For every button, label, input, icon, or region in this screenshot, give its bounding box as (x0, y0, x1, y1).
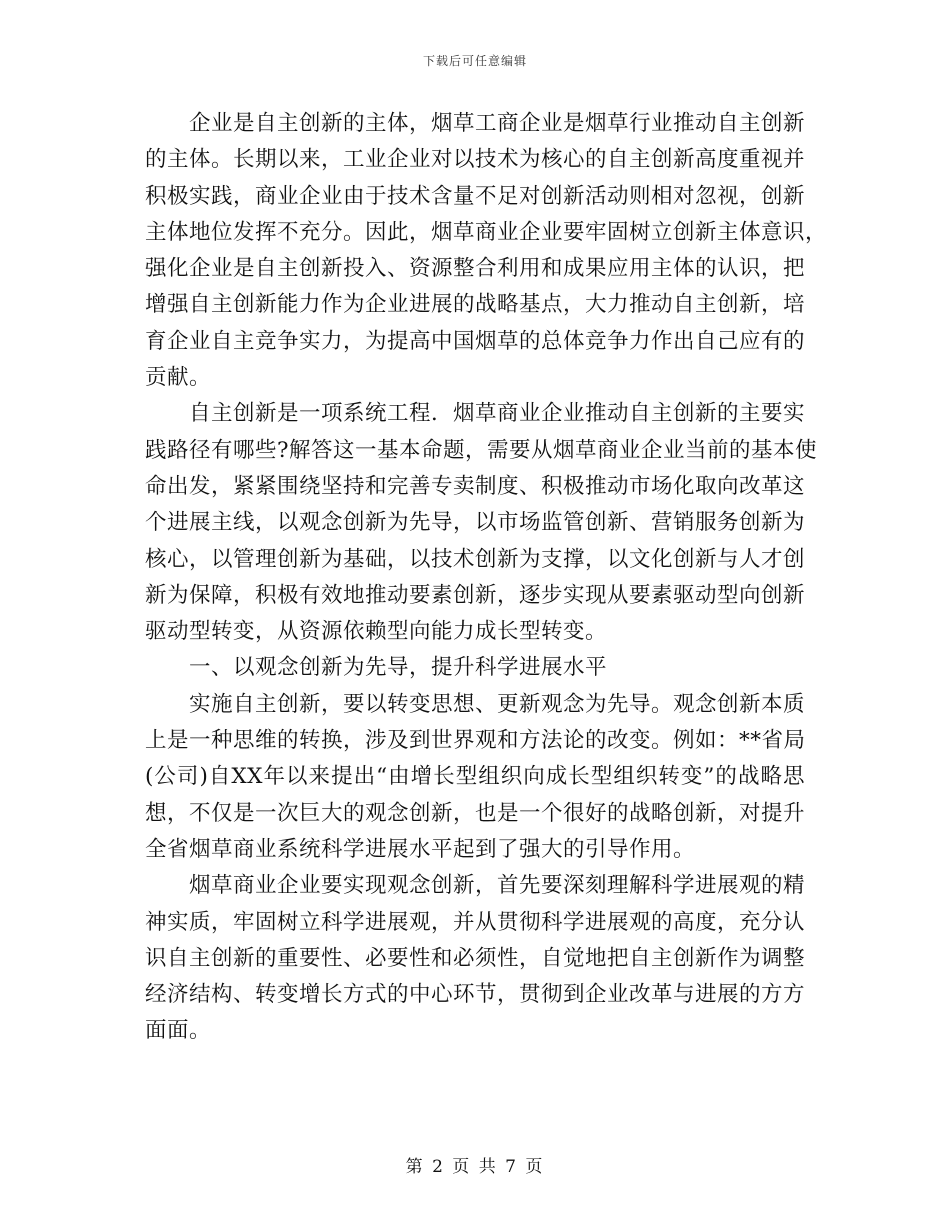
text-line: 强化企业是自主创新投入、资源整合利用和成果应用主体的认识，把 (145, 256, 806, 282)
text-line: 驱动型转变，从资源依赖型向能力成长型转变。 (145, 619, 608, 645)
text-line: 烟草商业企业要实现观念创新，首先要深刻理解科学进展观的精 (189, 873, 806, 899)
text-line: 上是一种思维的转换，涉及到世界观和方法论的改变。例如：**省局 (145, 728, 806, 754)
text-line: 实施自主创新，要以转变思想、更新观念为先导。观念创新本质 (189, 691, 806, 717)
text-line: 全省烟草商业系统科学进展水平起到了强大的引导作用。 (145, 836, 696, 862)
text-line: 命出发，紧紧围绕坚持和完善专卖制度、积极推动市场化取向改革这 (145, 473, 806, 499)
text-line: 增强自主创新能力作为企业进展的战略基点，大力推动自主创新，培 (145, 292, 806, 318)
text-line: 识自主创新的重要性、必要性和必须性，自觉地把自主创新作为调整 (145, 945, 806, 971)
text-line: 核心，以管理创新为基础，以技术创新为支撑，以文化创新与人才创 (145, 546, 806, 572)
text-line: 主体地位发挥不充分。因此，烟草商业企业要牢固树立创新主体意识， (145, 219, 828, 245)
text-line: 一、以观念创新为先导，提升科学进展水平 (189, 655, 608, 681)
text-line: 育企业自主竞争实力，为提高中国烟草的总体竞争力作出自己应有的 (145, 328, 806, 354)
text-line: 神实质，牢固树立科学进展观，并从贯彻科学进展观的高度，充分认 (145, 909, 806, 935)
text-line: 想，不仅是一次巨大的观念创新，也是一个很好的战略创新，对提升 (145, 800, 806, 826)
text-line: 企业是自主创新的主体，烟草工商企业是烟草行业推动自主创新 (189, 111, 806, 136)
text-line: 面面。 (145, 1018, 212, 1044)
text-line: (公司)自XX年以来提出“由增长型组织向成长型组织转变”的战略思 (145, 764, 805, 790)
page-header: 下载后可任意编辑 (422, 54, 527, 68)
text-line: 经济结构、转变增长方式的中心环节，贯彻到企业改革与进展的方方 (145, 982, 806, 1008)
text-line: 贡献。 (145, 365, 212, 391)
page-footer: 第 2 页 共 7 页 (405, 1157, 545, 1177)
text-line: 自主创新是一项系统工程．烟草商业企业推动自主创新的主要实 (189, 401, 806, 427)
text-line: 新为保障，积极有效地推动要素创新，逐步实现从要素驱动型向创新 (145, 582, 806, 608)
text-line: 个进展主线，以观念创新为先导，以市场监管创新、营销服务创新为 (145, 510, 806, 536)
text-line: 积极实践，商业企业由于技术含量不足对创新活动则相对忽视，创新 (145, 183, 806, 209)
text-line: 的主体。长期以来，工业企业对以技术为核心的自主创新高度重视并 (145, 147, 806, 173)
document-body (145, 106, 828, 1050)
text-line: 践路径有哪些?解答这一基本命题，需要从烟草商业企业当前的基本使 (145, 437, 818, 463)
